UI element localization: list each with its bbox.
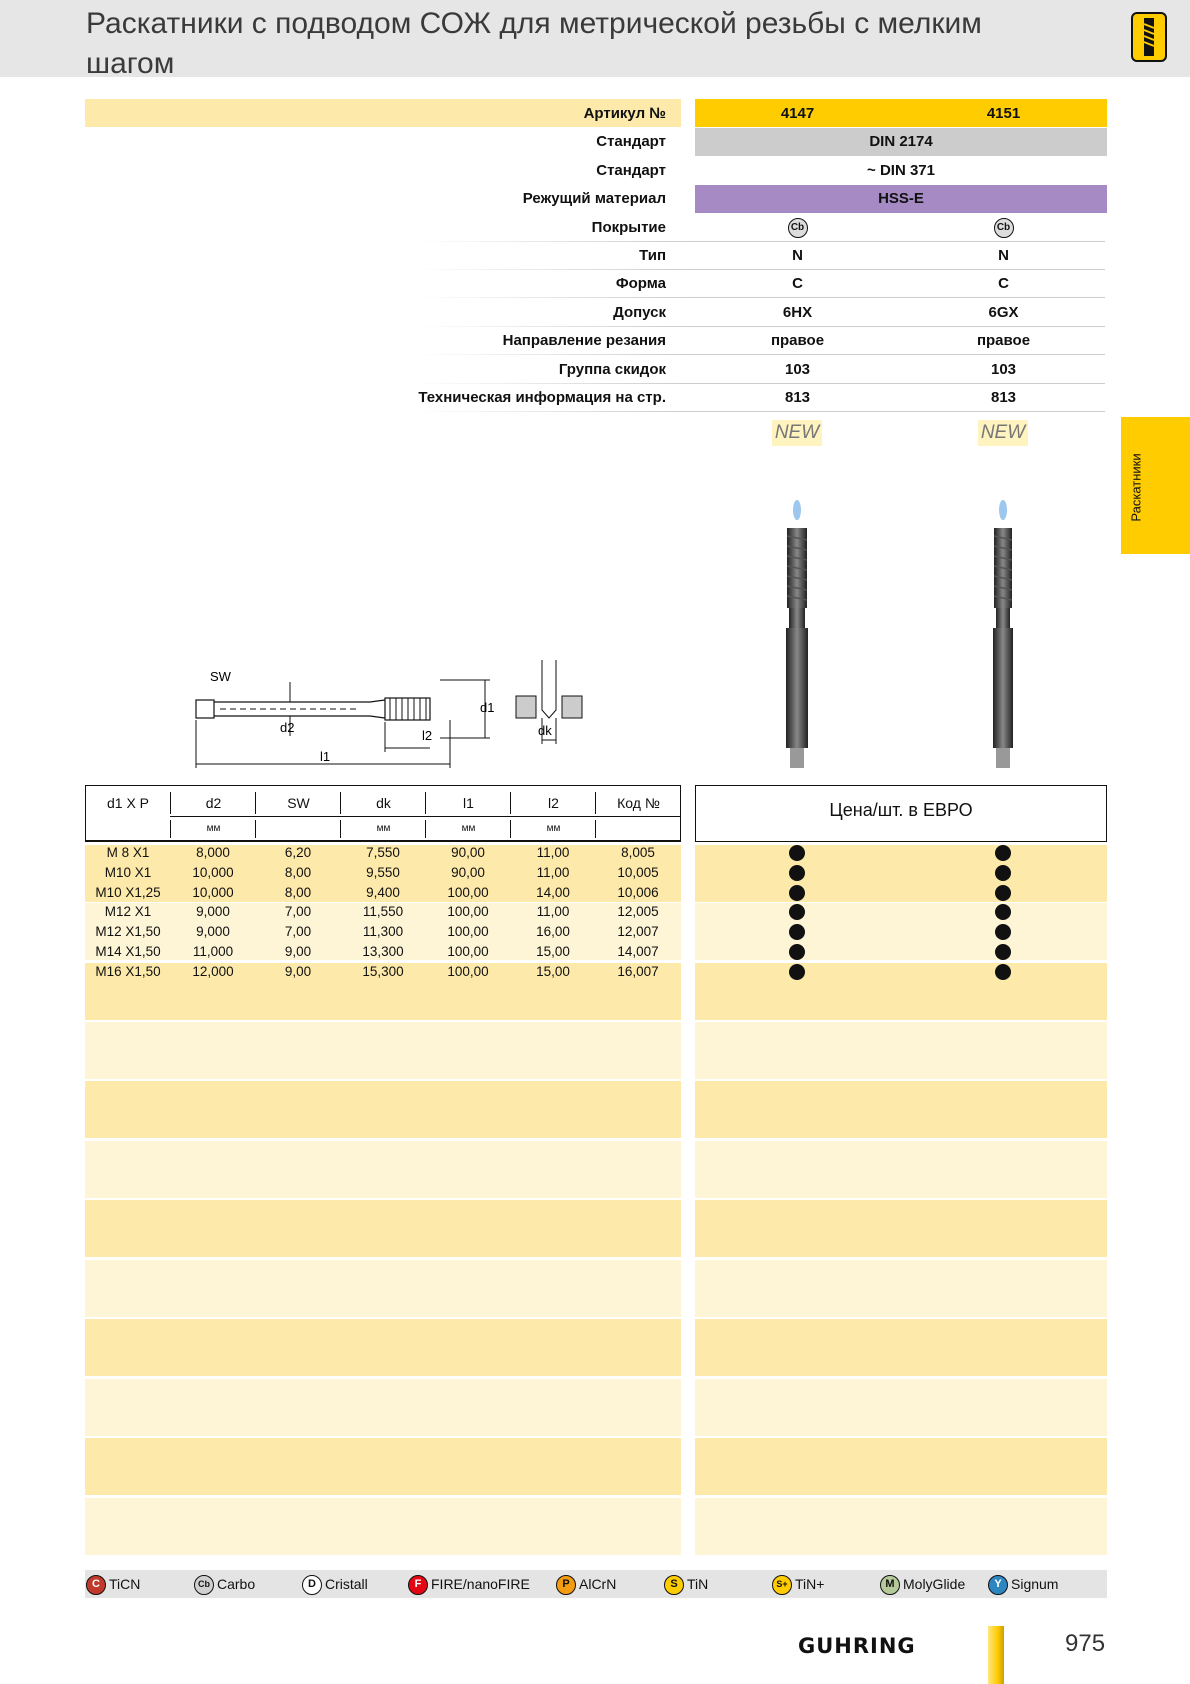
- table-cell: 9,000: [196, 924, 230, 939]
- coating-carbo-icon: Cb: [194, 1575, 214, 1595]
- spec-label: Группа скидок: [558, 361, 666, 378]
- table-band: [85, 1498, 681, 1555]
- table-band: [695, 903, 1107, 960]
- legend-item: [772, 1574, 824, 1594]
- legend-label: FIRE/nanoFIRE: [431, 1576, 530, 1592]
- spec-label: Допуск: [613, 304, 666, 321]
- row-separator: [415, 354, 1105, 355]
- table-cell: 10,000: [192, 885, 234, 900]
- carbo-coating-icon: Cb: [788, 218, 808, 238]
- spec-value: C: [792, 275, 803, 292]
- column-header: Код №: [595, 792, 681, 814]
- drawing-label-dk: dk: [538, 723, 552, 738]
- tap-logo-icon: [1131, 12, 1167, 62]
- table-cell: 11,00: [536, 845, 570, 860]
- column-unit: мм: [425, 820, 511, 838]
- legend-item: [194, 1574, 255, 1594]
- spec-value: [695, 214, 900, 241]
- thread-size: M12 X1,50: [95, 924, 161, 939]
- column-unit: мм: [510, 820, 596, 838]
- table-cell: 16,00: [536, 924, 570, 939]
- column-header: d2: [170, 792, 256, 814]
- legend-label: TiN: [687, 1576, 709, 1592]
- table-cell: 15,00: [536, 944, 570, 959]
- spec-value: HSS-E: [878, 190, 924, 207]
- new-badge: NEW: [978, 420, 1028, 446]
- thread-size: M16 X1,50: [95, 964, 161, 979]
- table-cell: 10,000: [192, 865, 234, 880]
- coating-cristall-icon: D: [302, 1575, 322, 1595]
- table-cell: 100,00: [447, 885, 489, 900]
- table-band: [85, 1200, 681, 1257]
- availability-dot-icon: [995, 944, 1011, 960]
- spec-value: N: [998, 247, 1009, 264]
- table-cell: 9,400: [366, 885, 400, 900]
- spec-value: 103: [990, 361, 1017, 378]
- spec-value: C: [998, 275, 1009, 292]
- table-cell: 10,005: [617, 865, 659, 880]
- coating-firenanofire-icon: F: [408, 1575, 428, 1595]
- spec-label: Артикул №: [583, 105, 666, 122]
- column-unit: [85, 820, 171, 838]
- table-cell: 8,000: [196, 845, 230, 860]
- table-cell: 8,00: [284, 865, 312, 880]
- spec-value: ~ DIN 371: [867, 162, 935, 179]
- column-header: l2: [510, 792, 596, 814]
- legend-item: [664, 1574, 708, 1594]
- table-cell: 11,000: [192, 944, 234, 959]
- thread-size: M12 X1: [104, 904, 152, 919]
- table-cell: 9,00: [284, 944, 312, 959]
- drawing-label-d1: d1: [480, 700, 495, 715]
- table-band: [695, 1022, 1107, 1079]
- spec-value: 813: [990, 389, 1017, 406]
- spec-label: Покрытие: [591, 219, 666, 236]
- table-band: [85, 1022, 681, 1079]
- carbo-coating-icon: Cb: [994, 218, 1014, 238]
- table-cell: 14,007: [617, 944, 659, 959]
- thread-size: M14 X1,50: [95, 944, 161, 959]
- footer-accent-bar: [988, 1626, 1004, 1684]
- table-band: [695, 1200, 1107, 1257]
- coating-ticn-icon: C: [86, 1575, 106, 1595]
- thread-size: M10 X1: [104, 865, 152, 880]
- table-band: [695, 1498, 1107, 1555]
- brand-logo: GUHRING: [798, 1634, 916, 1658]
- spec-label: Режущий материал: [522, 190, 666, 207]
- page-number: 975: [1065, 1630, 1106, 1657]
- table-cell: 90,00: [451, 865, 485, 880]
- table-cell: 100,00: [447, 904, 489, 919]
- column-header: l1: [425, 792, 511, 814]
- table-cell: 11,00: [536, 865, 570, 880]
- table-cell: 8,00: [284, 885, 312, 900]
- table-cell: 12,000: [192, 964, 234, 979]
- table-band: [695, 963, 1107, 1020]
- table-cell: 10,006: [617, 885, 659, 900]
- table-cell: 90,00: [451, 845, 485, 860]
- column-unit: [595, 820, 681, 838]
- table-cell: 7,00: [284, 904, 312, 919]
- table-cell: 9,00: [284, 964, 312, 979]
- thread-size: M10 X1,25: [95, 885, 161, 900]
- table-cell: 6,20: [284, 845, 312, 860]
- spec-value: правое: [770, 332, 825, 349]
- spec-value: 4147: [780, 105, 815, 122]
- table-band: [695, 1319, 1107, 1376]
- table-band: [85, 1319, 681, 1376]
- tool-image-4151: [986, 500, 1020, 770]
- spec-label: Техническая информация на стр.: [418, 389, 666, 406]
- spec-value: 4151: [986, 105, 1021, 122]
- legend-label: MolyGlide: [903, 1576, 966, 1592]
- table-cell: 7,550: [366, 845, 400, 860]
- drawing-label-l2: l2: [422, 728, 433, 743]
- spec-value: 813: [784, 389, 811, 406]
- table-band: [85, 1141, 681, 1198]
- column-unit: [255, 820, 341, 838]
- spec-label: Тип: [639, 247, 666, 264]
- legend-item: [86, 1574, 140, 1594]
- tool-image-4147: [780, 500, 814, 770]
- legend-item: [408, 1574, 530, 1594]
- table-cell: 100,00: [447, 964, 489, 979]
- spec-label: Стандарт: [596, 162, 666, 179]
- availability-dot-icon: [789, 944, 805, 960]
- table-band: [695, 1141, 1107, 1198]
- legend-item: [302, 1574, 368, 1594]
- table-band: [695, 1379, 1107, 1436]
- legend-item: [988, 1574, 1058, 1594]
- technical-drawing: [180, 660, 600, 775]
- section-tab-label: Раскатники: [1128, 453, 1144, 522]
- coating-alcrn-icon: P: [556, 1575, 576, 1595]
- table-cell: 11,300: [362, 924, 404, 939]
- spec-label: Направление резания: [502, 332, 666, 349]
- column-unit: мм: [170, 820, 256, 838]
- thread-size: M 8 X1: [106, 845, 150, 860]
- availability-dot-icon: [789, 964, 805, 980]
- availability-dot-icon: [789, 885, 805, 901]
- drawing-label-d2: d2: [280, 720, 295, 735]
- table-band: [695, 845, 1107, 902]
- legend-label: AlCrN: [579, 1576, 617, 1592]
- table-cell: 11,550: [362, 904, 404, 919]
- column-header: d1 X P: [106, 795, 150, 811]
- price-header: Цена/шт. в ЕВРО: [829, 800, 973, 820]
- table-cell: 16,007: [617, 964, 659, 979]
- availability-dot-icon: [995, 904, 1011, 920]
- spec-label: Форма: [615, 275, 666, 292]
- table-band: [85, 1260, 681, 1317]
- table-cell: 7,00: [284, 924, 312, 939]
- availability-dot-icon: [995, 885, 1011, 901]
- table-cell: 14,00: [536, 885, 570, 900]
- column-unit: мм: [340, 820, 426, 838]
- drawing-label-sw: SW: [210, 669, 231, 684]
- spec-value: [900, 214, 1107, 241]
- availability-dot-icon: [995, 924, 1011, 940]
- table-cell: 15,00: [536, 964, 570, 979]
- availability-dot-icon: [789, 865, 805, 881]
- spec-value: DIN 2174: [869, 133, 933, 150]
- table-cell: 9,550: [366, 865, 400, 880]
- availability-dot-icon: [789, 845, 805, 861]
- spec-value: 6HX: [782, 304, 813, 321]
- spec-value: 6GX: [988, 304, 1019, 321]
- coating-molyglide-icon: M: [880, 1575, 900, 1595]
- legend-label: Cristall: [325, 1576, 368, 1592]
- legend-label: Signum: [1011, 1576, 1059, 1592]
- table-cell: 15,300: [362, 964, 404, 979]
- availability-dot-icon: [789, 924, 805, 940]
- table-cell: 9,000: [196, 904, 230, 919]
- table-band: [695, 1438, 1107, 1495]
- legend-item: [880, 1574, 965, 1594]
- legend-item: [556, 1574, 616, 1594]
- new-badge: NEW: [772, 420, 822, 446]
- coating-signum-icon: Y: [988, 1575, 1008, 1595]
- table-cell: 100,00: [447, 924, 489, 939]
- availability-dot-icon: [995, 964, 1011, 980]
- row-separator: [415, 297, 1105, 298]
- column-header: SW: [255, 792, 341, 814]
- table-cell: 12,007: [617, 924, 659, 939]
- table-band: [85, 1081, 681, 1138]
- legend-label: Carbo: [217, 1576, 256, 1592]
- legend-label: TiN+: [795, 1576, 825, 1592]
- coating-tin-icon: S: [664, 1575, 684, 1595]
- table-band: [695, 1081, 1107, 1138]
- coating-tin-icon: S+: [772, 1575, 792, 1595]
- page-title: Раскатники с подводом СОЖ для метрической резьбы с мелким шагом: [86, 7, 982, 80]
- table-band: [85, 1379, 681, 1436]
- availability-dot-icon: [789, 904, 805, 920]
- drawing-label-l1: l1: [320, 749, 331, 764]
- table-cell: 11,00: [536, 904, 570, 919]
- row-separator: [415, 411, 1105, 412]
- spec-label: Стандарт: [596, 133, 666, 150]
- header-divider: [170, 816, 680, 817]
- availability-dot-icon: [995, 845, 1011, 861]
- spec-value: правое: [976, 332, 1031, 349]
- table-cell: 12,005: [617, 904, 659, 919]
- table-band: [85, 1438, 681, 1495]
- table-cell: 13,300: [362, 944, 404, 959]
- table-cell: 100,00: [447, 944, 489, 959]
- availability-dot-icon: [995, 865, 1011, 881]
- spec-value: N: [792, 247, 803, 264]
- table-cell: 8,005: [621, 845, 655, 860]
- table-band: [695, 1260, 1107, 1317]
- column-header: dk: [340, 792, 426, 814]
- legend-label: TiCN: [109, 1576, 141, 1592]
- spec-value: 103: [784, 361, 811, 378]
